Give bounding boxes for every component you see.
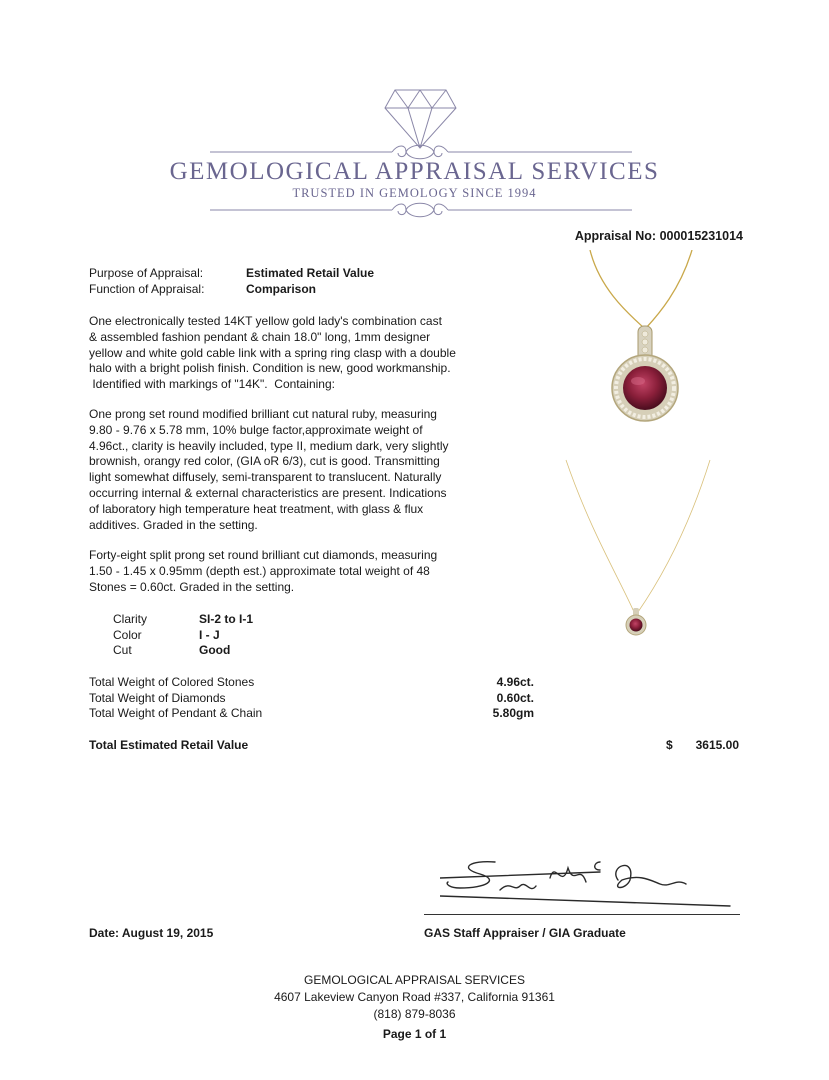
footer-address: 4607 Lakeview Canyon Road #337, California 91361: [274, 990, 555, 1004]
desc-line: occurring internal & external characteristics are present. Indications: [89, 485, 447, 500]
desc-line: of laboratory high temperature heat treatment, with glass & flux: [89, 501, 424, 516]
appraisal-date: Date: August 19, 2015: [89, 926, 214, 940]
total-label: Total Weight of Diamonds: [89, 690, 226, 705]
logo-tagline: TRUSTED IN GEMOLOGY SINCE 1994: [292, 186, 537, 200]
footer: [0, 972, 829, 1043]
desc-line: & assembled fashion pendant & chain 18.0" long, 1mm designer: [89, 329, 431, 344]
purpose-label: Purpose of Appraisal:: [89, 266, 204, 280]
total-label: Total Weight of Pendant & Chain: [89, 706, 263, 720]
desc-line: One prong set round modified brilliant cut natural ruby, measuring: [89, 407, 437, 421]
retail-value-label: Total Estimated Retail Value: [89, 738, 249, 752]
desc-line: 4.96ct., clarity is heavily included, type II, medium dark, very slightly: [89, 438, 449, 453]
pendant-product-images: [560, 250, 720, 660]
total-row-colored: [89, 675, 534, 691]
grade-label: Color: [113, 627, 142, 642]
grade-row-color: [113, 628, 253, 644]
total-value: 5.80gm: [492, 706, 534, 720]
weight-totals: [89, 675, 534, 722]
page-number: Page 1 of 1: [382, 1027, 447, 1041]
function-row: [89, 282, 316, 297]
ruby-description: [89, 407, 519, 533]
grade-value: I - J: [199, 627, 220, 642]
function-value: Comparison: [246, 282, 317, 296]
grade-label: Cut: [113, 643, 132, 657]
total-value: 4.96ct.: [496, 675, 534, 689]
desc-line: 1.50 - 1.45 x 0.95mm (depth est.) approximate total weight of 48: [89, 563, 430, 578]
retail-amount: 3615.00: [695, 738, 739, 752]
appraiser-title: GAS Staff Appraiser / GIA Graduate: [424, 926, 626, 940]
total-label: Total Weight of Colored Stones: [89, 675, 255, 689]
grade-row-clarity: [113, 612, 253, 628]
desc-line: halo with a bright polish finish. Condition is new, good workmanship.: [89, 361, 451, 376]
desc-line: Identified with markings of "14K". Containing:: [89, 377, 335, 392]
logo-company-name: GEMOLOGICAL APPRAISAL SERVICES: [169, 158, 660, 185]
purpose-row: [89, 266, 374, 281]
desc-line: brownish, orangy red color, (GIA oR 6/3), cut is good. Transmitting: [89, 454, 440, 469]
appraisal-number: Appraisal No: 000015231014: [574, 229, 743, 243]
grade-label: Clarity: [113, 612, 148, 626]
desc-line: additives. Graded in the setting.: [89, 517, 258, 532]
diamond-grades: [113, 612, 253, 659]
desc-line: light somewhat diffusely, semi-transparent to translucent. Naturally: [89, 470, 442, 485]
grade-value: SI-2 to I-1: [199, 612, 254, 626]
desc-line: One electronically tested 14KT yellow gold lady's combination cast: [89, 314, 442, 328]
function-label: Function of Appraisal:: [89, 282, 205, 296]
total-row-diamonds: [89, 691, 534, 707]
signature-line: [424, 914, 740, 915]
pendant-description: [89, 314, 519, 393]
total-row-weight: [89, 706, 534, 722]
footer-company: GEMOLOGICAL APPRAISAL SERVICES: [304, 973, 525, 987]
grade-value: Good: [199, 643, 231, 657]
appraiser-signature-icon: [440, 850, 740, 920]
desc-line: yellow and white gold cable link with a spring ring clasp with a double: [89, 345, 456, 360]
retail-currency: $: [666, 738, 673, 752]
total-value: 0.60ct.: [496, 690, 534, 705]
diamond-description: [89, 548, 519, 595]
grade-row-cut: [113, 643, 253, 659]
company-logo: [0, 0, 829, 230]
purpose-value: Estimated Retail Value: [246, 266, 375, 280]
desc-line: 9.80 - 9.76 x 5.78 mm, 10% bulge factor,approximate weight of: [89, 422, 423, 437]
footer-phone: (818) 879-8036: [373, 1007, 456, 1021]
desc-line: Stones = 0.60ct. Graded in the setting.: [89, 579, 295, 594]
desc-line: Forty-eight split prong set round brilliant cut diamonds, measuring: [89, 548, 438, 562]
